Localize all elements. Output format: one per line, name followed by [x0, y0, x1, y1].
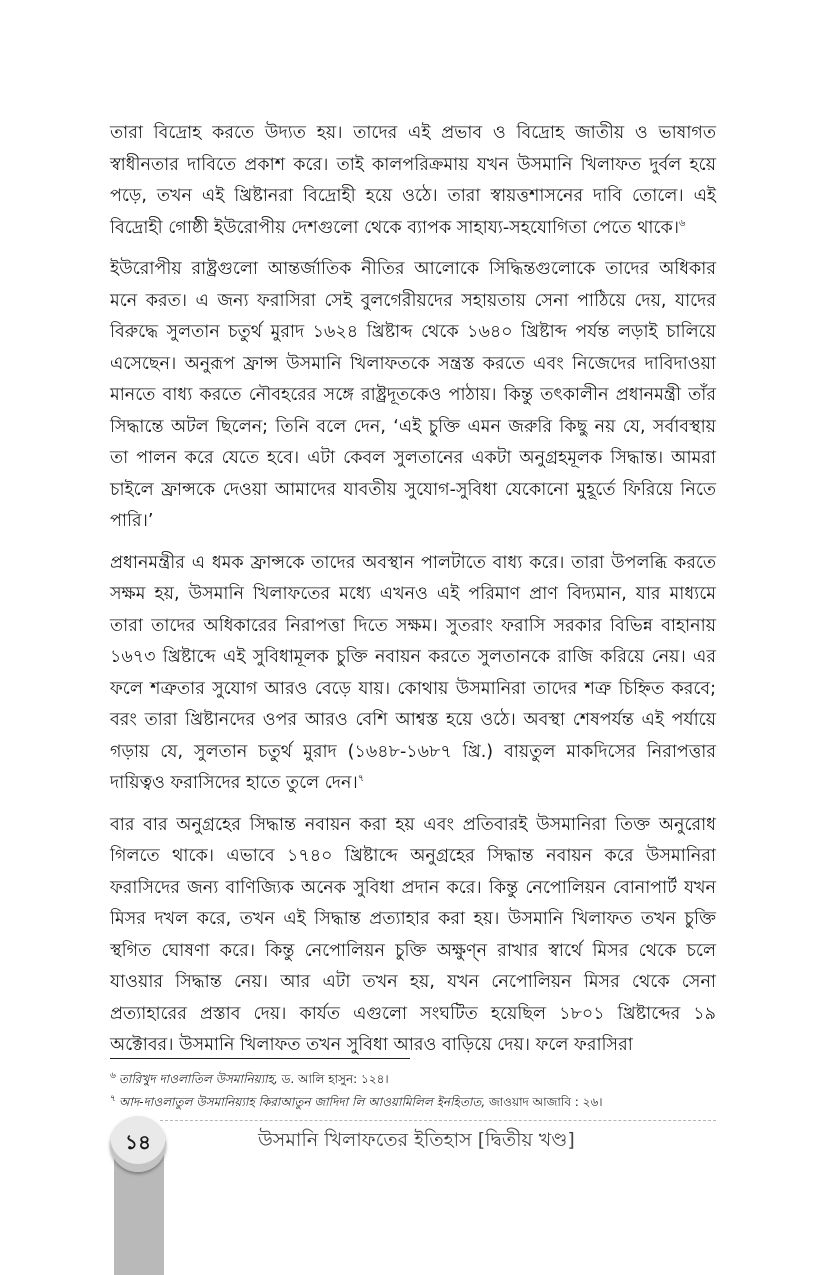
paragraph-2	[110, 254, 716, 538]
footnote-7	[110, 1091, 716, 1114]
paragraph-1	[110, 118, 716, 244]
paragraph-1-text: তারা বিদ্রোহ করতে উদ্যত হয়। তাদের এই প্রভাব ও বিদ্রোহ জাতীয় ও ভাষাগত স্বাধীনতার দাবিতে প্রকাশ করে। তাই কালপরিক্রমায় যখন উসমানি খিলাফত দুর্বল হয়ে পড়ে, তখন এই খ্রিষ্টানরা বিদ্রোহী হয়ে ওঠে। তারা স্বায়ত্তশাসনের দাবি তোলে। এই বিদ্রোহী গোষ্ঠী ইউরোপীয় দেশগুলো থেকে ব্যাপক সাহায্য-সহযোগিতা পেতে থাকে।	[110, 123, 716, 238]
footnote-7-source-detail: জাওয়াদ আজাবি : ২৬।	[485, 1095, 603, 1109]
footnote-7-source-title: আদ-দাওলাতুল উসমানিয়্যাহ কিরাআতুন জাদিদা লি আওয়ামিলিল ইনহিতাত,	[118, 1095, 486, 1109]
page-number: ১৪	[125, 1129, 151, 1154]
page-number-badge	[110, 1116, 166, 1172]
footnote-ref-7[interactable]: ৭	[357, 773, 365, 785]
paragraph-4	[110, 810, 716, 1062]
footnote-ref-6[interactable]: ৬	[679, 217, 686, 229]
footer-dashed-rule	[160, 1120, 716, 1121]
footnote-7-number: ৭	[110, 1094, 116, 1104]
running-title: উসমানি খিলাফতের ইতিহাস [দ্বিতীয় খণ্ড]	[258, 1129, 575, 1151]
footnote-6-source-title: তারিখুদ দাওলাতিল উসমানিয়্যাহ,	[118, 1072, 278, 1086]
footnote-divider	[110, 1058, 410, 1059]
paragraph-2-text: ইউরোপীয় রাষ্ট্রগুলো আন্তর্জাতিক নীতির আলোকে সিদ্ধিন্তগুলোকে তাদের অধিকার মনে করত। এ জন্য ফরাসিরা সেই বুলগেরীয়দের সহায়তায় সেনা পাঠিয়ে দেয়, যাদের বিরুদ্ধে সুলতান চতুর্থ মুরাদ ১৬২৪ খ্রিষ্টাব্দ থেকে ১৬৪০ খ্রিষ্টাব্দ পর্যন্ত লড়াই চালিয়ে এসেছেন। অনুরূপ ফ্রান্স উসমানি খিলাফতকে সন্ত্রস্ত করতে এবং নিজেদের দাবিদাওয়া মানতে বাধ্য করতে নৌবহরের সঙ্গে রাষ্ট্রদূতকেও পাঠায়। কিন্তু তৎকালীন প্রধানমন্ত্রী তাঁর সিদ্ধান্তে অটল ছিলেন; তিনি বলে দেন, ‘এই চুক্তি এমন জরুরি কিছু নয় যে, সর্বাবস্থায় তা পালন করে যেতে হবে। এটা কেবল সুলতানের একটা অনুগ্রহমূলক সিদ্ধান্ত। আমরা চাইলে ফ্রান্সকে দেওয়া আমাদের যাবতীয় সুযোগ-সুবিধা যেকোনো মুহূর্তে ফিরিয়ে নিতে পারি।’	[110, 259, 716, 531]
paragraph-3-text: প্রধানমন্ত্রীর এ ধমক ফ্রান্সকে তাদের অবস্থান পালটাতে বাধ্য করে। তারা উপলব্ধি করতে সক্ষম হয়, উসমানি খিলাফতের মধ্যে এখনও এই পরিমাণ প্রাণ বিদ্যমান, যার মাধ্যমে তারা তাদের অধিকারের নিরাপত্তা দিতে সক্ষম। সুতরাং ফরাসি সরকার বিভিন্ন বাহানায় ১৬৭৩ খ্রিষ্টাব্দে এই সুবিধামূলক চুক্তি নবায়ন করতে সুলতানকে রাজি করিয়ে নেয়। এর ফলে শত্রুতার সুযোগ আরও বেড়ে যায়। কোথায় উসমানিরা তাদের শত্রু চিহ্নিত করবে; বরং তারা খ্রিষ্টানদের ওপর আরও বেশি আশ্বস্ত হয়ে ওঠে। অবস্থা শেষপর্যন্ত এই পর্যায়ে গড়ায় যে, সুলতান চতুর্থ মুরাদ (১৬৪৮-১৬৮৭ খ্রি.) বায়তুল মাকদিসের নিরাপত্তার দায়িত্বও ফরাসিদের হাতে তুলে দেন।	[110, 552, 716, 793]
footnote-6-source-detail: ড. আলি হাসুন: ১২৪।	[277, 1072, 389, 1086]
footnotes	[110, 1068, 716, 1114]
paragraph-3	[110, 548, 716, 800]
paragraph-4-text: বার বার অনুগ্রহের সিদ্ধান্ত নবায়ন করা হয় এবং প্রতিবারই উসমানিরা তিক্ত অনুরোধ গিলতে থাকে। এভাবে ১৭৪০ খ্রিষ্টাব্দে অনুগ্রহের সিদ্ধান্ত নবায়ন করে উসমানিরা ফরাসিদের জন্য বাণিজ্যিক অনেক সুবিধা প্রদান করে। কিন্তু নেপোলিয়ন বোনাপার্ট যখন মিসর দখল করে, তখন এই সিদ্ধান্ত প্রত্যাহার করা হয়। উসমানি খিলাফত তখন চুক্তি স্থগিত ঘোষণা করে। কিন্তু নেপোলিয়ন চুক্তি অক্ষুণ্ন রাখার স্বার্থে মিসর থেকে চলে যাওয়ার সিদ্ধান্ত নেয়। আর এটা তখন হয়, যখন নেপোলিয়ন মিসর থেকে সেনা প্রত্যাহারের প্রস্তাব দেয়। কার্যত এগুলো সংঘটিত হয়েছিল ১৮০১ খ্রিষ্টাব্দের ১৯ অক্টোবর। উসমানি খিলাফত তখন সুবিধা আরও বাড়িয়ে দেয়। ফলে ফরাসিরা	[110, 814, 716, 1055]
footnote-6	[110, 1068, 716, 1091]
footnote-6-number: ৬	[110, 1071, 116, 1081]
body-text	[110, 118, 716, 1072]
